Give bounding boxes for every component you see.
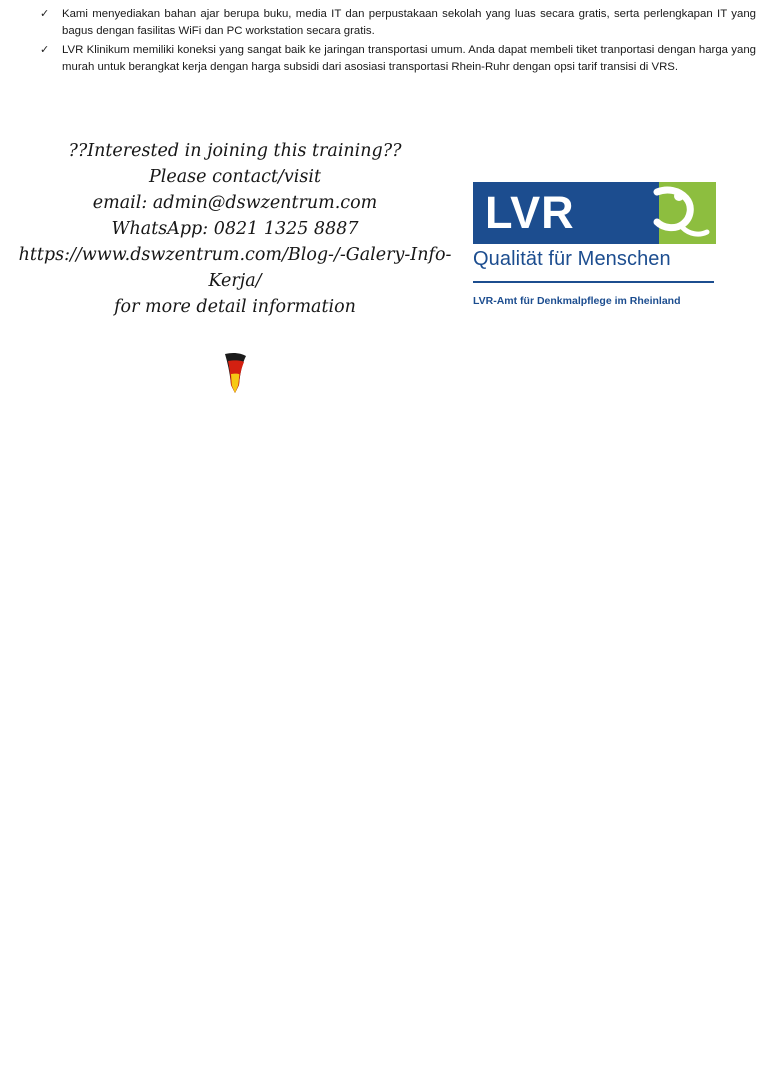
- checkmark-icon: ✓: [40, 8, 50, 20]
- contact-headline: ??Interested in joining this training??: [68, 141, 402, 161]
- list-item: [40, 42, 756, 75]
- contact-website-link[interactable]: https://www.dswzentrum.com/Blog-/-Galery-Info-Kerja/: [18, 245, 452, 291]
- lvr-face-icon: [653, 184, 719, 244]
- contact-block: [18, 138, 452, 320]
- list-item-text: LVR Klinikum memiliki koneksi yang sangat baik ke jaringan transportasi umum. Anda dapat membeli tiket tranportasi dengan harga yang murah untuk berangkat kerja dengan harga subsidi dari asosiasi transportasi Rhein-Ruhr dengan opsi tarif transisi di VRS.: [62, 44, 756, 73]
- list-item: [40, 6, 756, 39]
- divider: [473, 281, 714, 283]
- checkmark-icon: ✓: [40, 44, 50, 56]
- list-item-text: Kami menyediakan bahan ajar berupa buku, media IT dan perpustakaan sekolah yang luas secara gratis, serta perlengkapan IT yang bagus dengan fasilitas WiFi dan PC workstation secara gratis.: [62, 8, 756, 37]
- contact-subhead: Please contact/visit: [149, 167, 321, 187]
- contact-footnote: for more detail information: [114, 297, 356, 317]
- contact-email: email: admin@dswzentrum.com: [92, 193, 378, 213]
- german-flag-icon: [219, 352, 251, 394]
- benefits-list: [40, 6, 756, 78]
- lvr-logo: [473, 182, 716, 307]
- lvr-subline: LVR-Amt für Denkmalpflege im Rheinland: [473, 294, 681, 307]
- lvr-wordmark: LVR: [485, 187, 575, 238]
- contact-whatsapp: WhatsApp: 0821 1325 8887: [111, 219, 359, 239]
- lvr-claim: Qualität für Menschen: [473, 248, 671, 270]
- lvr-logo-mark: [473, 182, 716, 244]
